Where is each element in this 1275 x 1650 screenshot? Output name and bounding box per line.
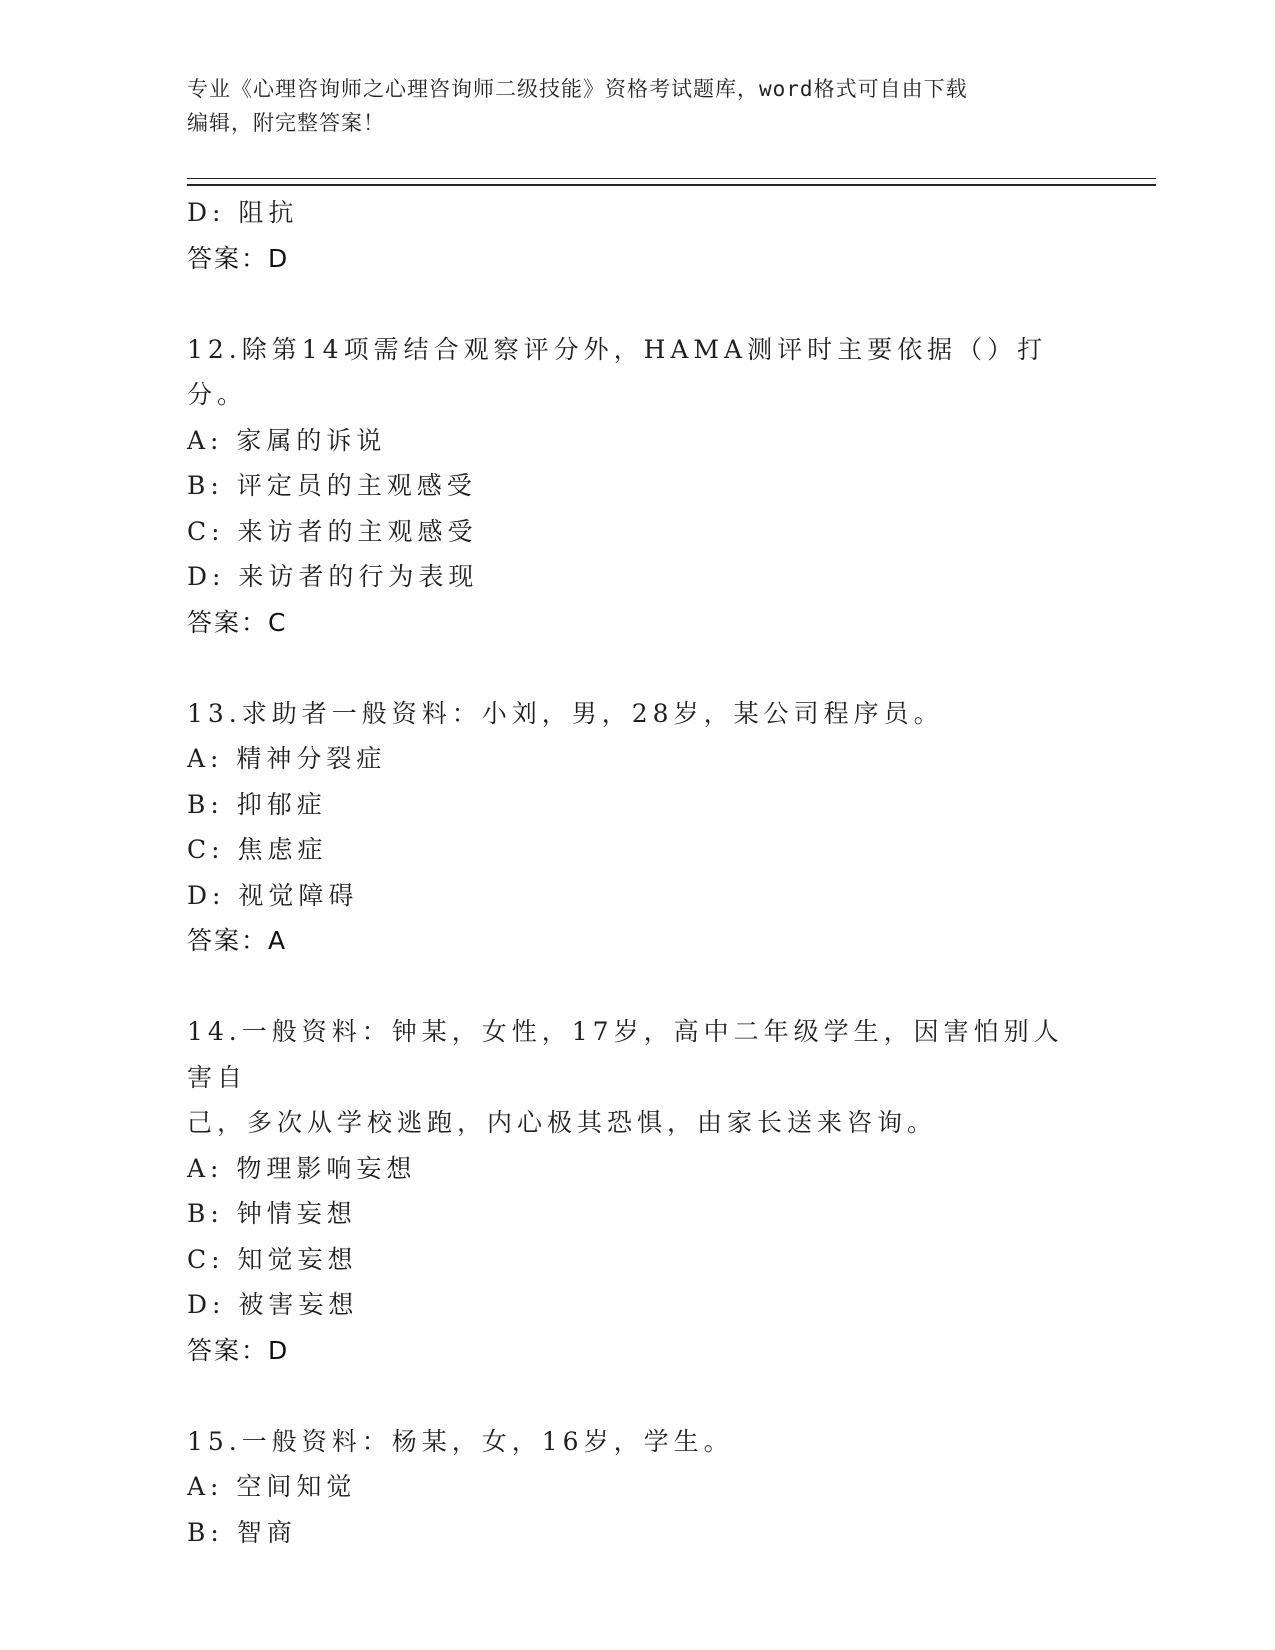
option-a: A: 精神分裂症 <box>187 744 387 773</box>
header-line-2: 编辑，附完整答案！ <box>187 111 385 135</box>
question-list <box>187 190 1147 1555</box>
question-14 <box>187 1009 1147 1373</box>
option-a: A: 家属的诉说 <box>187 425 387 455</box>
option-b: B: 评定员的主观感受 <box>187 471 477 500</box>
option-d: D: 来访者的行为表现 <box>187 562 479 591</box>
document-header <box>187 72 1087 140</box>
option-d: D: 阻抗 <box>187 198 299 227</box>
option-b: B: 智商 <box>187 1517 297 1547</box>
answer-line: 答案：A <box>187 926 288 955</box>
question-stem: 15.一般资料：杨某，女，16岁，学生。 <box>187 1426 734 1456</box>
option-c: C: 知觉妄想 <box>187 1244 358 1274</box>
option-b: B: 抑郁症 <box>187 789 327 819</box>
answer-line: 答案：C <box>187 607 288 637</box>
header-line-1: 专业《心理咨询师之心理咨询师二级技能》资格考试题库，word格式可自由下载 <box>187 77 968 101</box>
option-a: A: 空间知觉 <box>187 1472 357 1501</box>
option-d: D: 视觉障碍 <box>187 880 359 910</box>
option-d: D: 被害妄想 <box>187 1290 359 1319</box>
question-stem: 13.求助者一般资料：小刘，男，28岁，某公司程序员。 <box>187 698 944 728</box>
header-divider-thin <box>187 178 1156 179</box>
answer-line: 答案：D <box>187 1335 290 1365</box>
question-stem: 14.一般资料：钟某，女性，17岁，高中二年级学生，因害怕别人害自 <box>187 1017 1064 1092</box>
question-13 <box>187 691 1147 964</box>
option-a: A: 物理影响妄想 <box>187 1153 417 1183</box>
question-12 <box>187 327 1147 646</box>
option-c: C: 来访者的主观感受 <box>187 516 478 546</box>
question-stem: 12.除第14项需结合观察评分外，HAMA测评时主要依据（）打分。 <box>187 334 1048 409</box>
option-c: C: 焦虑症 <box>187 835 328 864</box>
header-divider-thick <box>187 184 1156 186</box>
option-b: B: 钟情妄想 <box>187 1199 357 1228</box>
answer-line: 答案：D <box>187 243 290 273</box>
question-15 <box>187 1419 1147 1556</box>
question-stem-continued: 己，多次从学校逃跑，内心极其恐惧，由家长送来咨询。 <box>187 1108 938 1137</box>
